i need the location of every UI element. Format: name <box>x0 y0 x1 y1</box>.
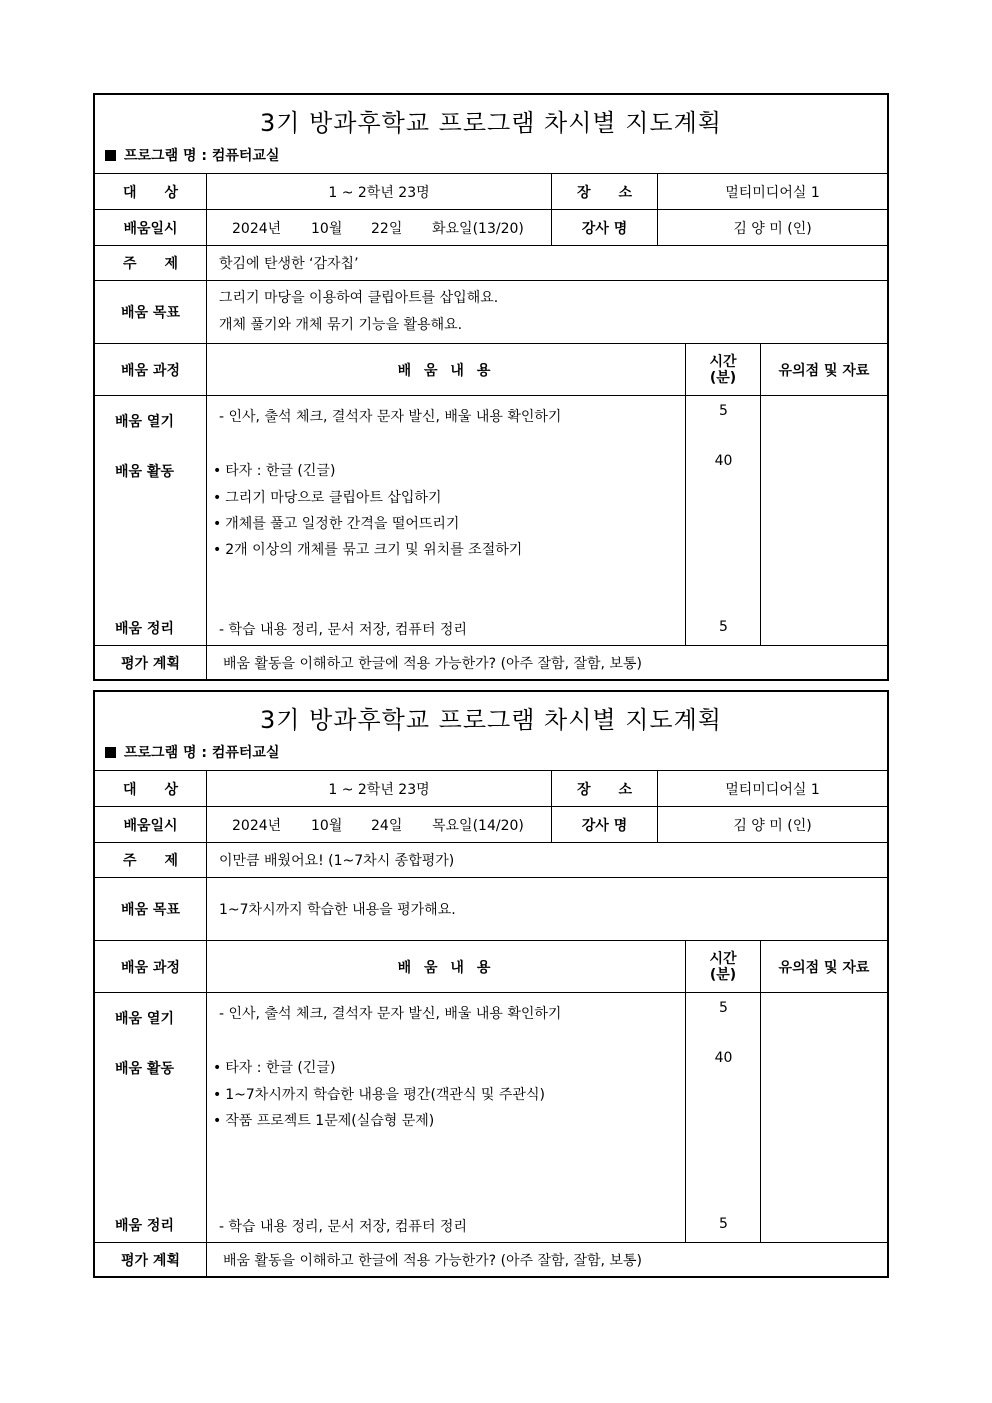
place-label: 장 소 <box>551 174 657 209</box>
topic-label: 주 제 <box>122 853 179 869</box>
open-time: 5 <box>719 403 728 419</box>
goal-item: 1~7차시까지 학습한 내용을 평가해요. <box>219 902 456 918</box>
content-header: 배 움 내 용 <box>206 941 685 992</box>
date-row <box>95 209 887 245</box>
notes-header: 유의점 및 자료 <box>760 941 887 992</box>
lesson-plan-1 <box>93 93 889 681</box>
open-time: 5 <box>719 1000 728 1016</box>
body-row <box>95 395 887 645</box>
plan-title: 3기 방과후학교 프로그램 차시별 지도계획 <box>260 109 722 137</box>
date-row <box>95 806 887 842</box>
eval-label: 평가 계획 <box>121 1252 180 1269</box>
goal-item: 개체 풀기와 개체 묶기 기능을 활용해요. <box>219 317 463 333</box>
teacher-value: 김 양 미 (인) <box>657 807 887 842</box>
body-row <box>95 992 887 1242</box>
goal-label: 배움 목표 <box>121 902 180 918</box>
time-header: 시간 (분) <box>685 344 760 395</box>
time-column <box>685 396 760 645</box>
place-label: 장 소 <box>551 771 657 806</box>
goal-list <box>206 281 887 343</box>
close-time: 5 <box>719 619 728 635</box>
activity-label: 배움 활동 <box>115 1061 174 1077</box>
topic-label: 주 제 <box>122 256 179 272</box>
lesson-plan-2 <box>93 690 889 1278</box>
place-value: 멀티미디어실 1 <box>657 771 887 806</box>
eval-row <box>95 1242 887 1276</box>
notes-column <box>760 396 887 645</box>
activity-item: • 1~7차시까지 학습한 내용을 평간(객관식 및 주관식) <box>213 1084 545 1104</box>
goal-item: 그리기 마당을 이용하여 클립아트를 삽입해요. <box>219 290 499 306</box>
eval-row <box>95 645 887 679</box>
activity-item: • 개체를 풀고 일정한 간격을 떨어뜨리기 <box>213 513 459 533</box>
activity-item: • 2개 이상의 개체를 묶고 크기 및 위치를 조절하기 <box>213 539 522 559</box>
eval-label: 평가 계획 <box>121 655 180 672</box>
content-column <box>206 396 685 645</box>
square-bullet-icon <box>105 150 116 161</box>
eval-value: 배움 활동을 이해하고 한글에 적용 가능한가? (아주 잘함, 잘함, 보통) <box>206 1243 887 1276</box>
header-row <box>95 940 887 992</box>
content-column <box>206 993 685 1242</box>
process-column <box>95 396 206 645</box>
open-label: 배움 열기 <box>115 414 174 430</box>
date-value: 2024년 10월 22일 화요일(13/20) <box>206 210 551 245</box>
teacher-label: 강사 명 <box>551 210 657 245</box>
process-column <box>95 993 206 1242</box>
plan-title: 3기 방과후학교 프로그램 차시별 지도계획 <box>260 706 722 734</box>
activity-item: • 타자 : 한글 (긴글) <box>213 460 335 480</box>
close-label: 배움 정리 <box>115 621 174 637</box>
target-value: 1 ~ 2학년 23명 <box>206 174 551 209</box>
close-text: - 학습 내용 정리, 문서 저장, 컴퓨터 정리 <box>219 1219 467 1235</box>
target-row <box>95 173 887 209</box>
close-text: - 학습 내용 정리, 문서 저장, 컴퓨터 정리 <box>219 622 467 638</box>
activity-item: • 타자 : 한글 (긴글) <box>213 1057 335 1077</box>
topic-value: 핫김에 탄생한 ‘감자칩’ <box>206 246 887 280</box>
process-header: 배움 과정 <box>121 362 180 379</box>
teacher-label: 강사 명 <box>551 807 657 842</box>
target-label: 대 상 <box>122 781 179 798</box>
topic-row <box>95 245 887 280</box>
eval-value: 배움 활동을 이해하고 한글에 적용 가능한가? (아주 잘함, 잘함, 보통) <box>206 646 887 679</box>
notes-header: 유의점 및 자료 <box>760 344 887 395</box>
goal-row <box>95 280 887 343</box>
teacher-value: 김 양 미 (인) <box>657 210 887 245</box>
time-column <box>685 993 760 1242</box>
close-time: 5 <box>719 1216 728 1232</box>
open-text: - 인사, 출석 체크, 결석자 문자 발신, 배울 내용 확인하기 <box>219 409 562 425</box>
activity-item: • 작품 프로젝트 1문제(실습형 문제) <box>213 1110 434 1130</box>
date-label: 배움일시 <box>123 220 178 237</box>
square-bullet-icon <box>105 747 116 758</box>
activity-time: 40 <box>714 453 733 469</box>
program-name: 프로그램 명 : 컴퓨터교실 <box>105 145 279 165</box>
close-label: 배움 정리 <box>115 1218 174 1234</box>
time-header: 시간 (분) <box>685 941 760 992</box>
goal-list <box>206 878 887 940</box>
activity-label: 배움 활동 <box>115 464 174 480</box>
activity-item: • 그리기 마당으로 클립아트 삽입하기 <box>213 487 441 507</box>
date-value: 2024년 10월 24일 목요일(14/20) <box>206 807 551 842</box>
topic-row <box>95 842 887 877</box>
activity-time: 40 <box>714 1050 733 1066</box>
goal-row <box>95 877 887 940</box>
header-row <box>95 343 887 395</box>
notes-column <box>760 993 887 1242</box>
content-header: 배 움 내 용 <box>206 344 685 395</box>
target-row <box>95 770 887 806</box>
process-header: 배움 과정 <box>121 959 180 976</box>
open-label: 배움 열기 <box>115 1011 174 1027</box>
target-label: 대 상 <box>122 184 179 201</box>
target-value: 1 ~ 2학년 23명 <box>206 771 551 806</box>
program-name: 프로그램 명 : 컴퓨터교실 <box>105 742 279 762</box>
open-text: - 인사, 출석 체크, 결석자 문자 발신, 배울 내용 확인하기 <box>219 1006 562 1022</box>
place-value: 멀티미디어실 1 <box>657 174 887 209</box>
date-label: 배움일시 <box>123 817 178 834</box>
goal-label: 배움 목표 <box>121 305 180 321</box>
topic-value: 이만큼 배웠어요! (1~7차시 종합평가) <box>206 843 887 877</box>
